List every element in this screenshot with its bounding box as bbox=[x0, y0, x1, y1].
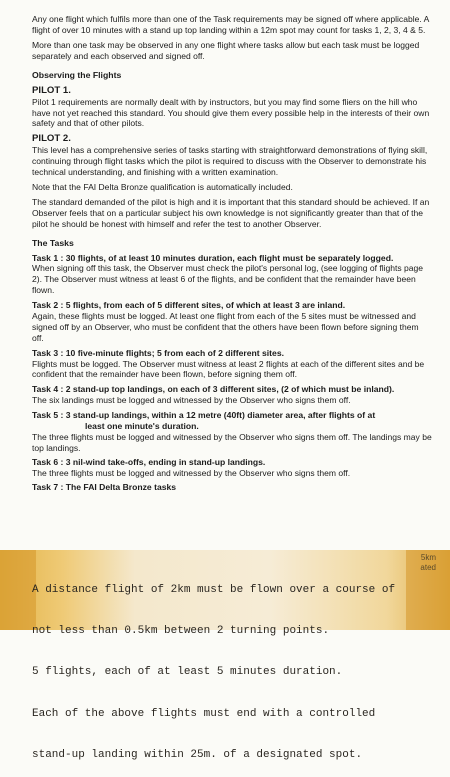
task4-text: The six landings must be logged and witnessed by the Observer who signs them off. bbox=[32, 395, 351, 406]
note-sliver-2: ated bbox=[420, 563, 436, 572]
task5-heading-line2: least one minute's duration. bbox=[85, 420, 199, 431]
note-line: Each of the above flights must end with a controlled bbox=[32, 707, 376, 720]
note-line: A distance flight of 2km must be flown over a course of bbox=[32, 583, 396, 596]
typewritten-note bbox=[32, 556, 422, 777]
pilot2-heading: PILOT 2. bbox=[32, 133, 71, 145]
task2-text: Again, these flights must be logged. At least one flight from each of the 5 sites must be witnessed and signed off by an Observer, who must be confident that the others have been flown before signing them off. bbox=[32, 311, 419, 343]
task6-text: The three flights must be logged and witnessed by the Observer who signs them off. bbox=[32, 468, 351, 479]
note-sliver-1: 5km bbox=[420, 553, 436, 562]
task1-text: When signing off this task, the Observer must check the pilot's personal log, (see logging of flights page 2). The Observer must witness at least 6 of the flights, and be confident that the remainder have been flown. bbox=[32, 263, 424, 296]
pilot2-text: This level has a comprehensive series of tasks starting with straightforward demonstrations of flying skill, continuing through flight tasks which the pilot is required to discuss with the Observer to demonstrate his technical understanding, and finishing with a written examination. bbox=[32, 145, 428, 178]
task6-heading: Task 6 : 3 nil-wind take-offs, ending in stand-up landings. bbox=[32, 457, 266, 468]
observing-heading: Observing the Flights bbox=[32, 69, 122, 80]
pilot1-heading: PILOT 1. bbox=[32, 84, 71, 96]
task7-heading: Task 7 : The FAI Delta Bronze tasks bbox=[32, 483, 177, 492]
note-line: 5 flights, each of at least 5 minutes duration. bbox=[32, 666, 343, 679]
pilot1-text: Pilot 1 requirements are normally dealt with by instructors, but you may find some fliers on the hill who have not yet reached this standard. You should give them every possible help in the interests of their own safety and that of other pilots. bbox=[32, 96, 430, 129]
note-line: stand-up landing within 25m. of a designated spot. bbox=[32, 749, 363, 762]
task2-heading: Task 2 : 5 flights, from each of 5 different sites, of which at least 3 are inland. bbox=[32, 300, 346, 311]
task4-heading: Task 4 : 2 stand-up top landings, on each of 3 different sites, (2 of which must be inland). bbox=[32, 384, 395, 395]
fai-note: Note that the FAI Delta Bronze qualification is automatically included. bbox=[32, 182, 293, 193]
task5-heading-line1: Task 5 : 3 stand-up landings, within a 12 metre (40ft) diameter area, after flights of at bbox=[32, 410, 376, 421]
tape-strip-left bbox=[0, 550, 36, 630]
task1-heading: Task 1 : 30 flights, of at least 10 minutes duration, each flight must be separately logged. bbox=[32, 252, 394, 263]
note-line: not less than 0.5km between 2 turning points. bbox=[32, 624, 330, 637]
task5-text: The three flights must be logged and witnessed by the Observer who signs them off. The landings may be top landings. bbox=[32, 431, 432, 453]
task3-heading: Task 3 : 10 five-minute flights; 5 from each of 2 different sites. bbox=[32, 347, 284, 358]
tasks-heading: The Tasks bbox=[32, 237, 74, 248]
intro-paragraph-1: Any one flight which fulfils more than one of the Task requirements may be signed off where applicable. A flight of over 10 minutes with a stand up top landing within a 12m spot may count for tasks 1, 2, 3, 4 & 5. bbox=[32, 14, 429, 35]
document-page bbox=[32, 14, 432, 491]
intro-paragraph-2: More than one task may be observed in any one flight where tasks allow but each task must be logged separately and each observed and signed off. bbox=[32, 39, 420, 61]
task3-text: Flights must be logged. The Observer must witness at least 2 flights at each of the different sites and be confident that the remainder have been flown, before signing them off. bbox=[32, 358, 425, 380]
standard-paragraph: The standard demanded of the pilot is high and it is important that this standard should be achieved. If an Observer feels that on a particular subject his own knowledge is not significantly greater than that of the pilot he should be honest with himself and refer the test to another Observer. bbox=[32, 196, 430, 229]
